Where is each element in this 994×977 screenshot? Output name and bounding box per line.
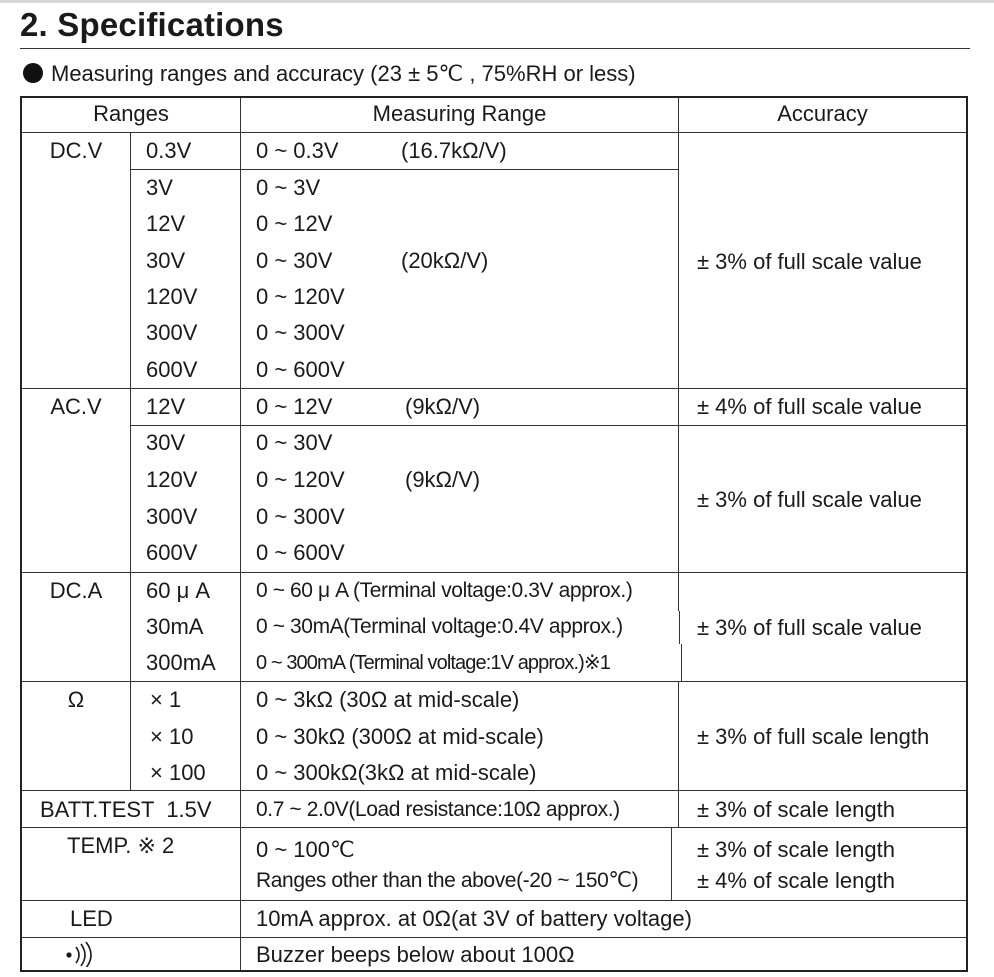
dcv-range: 600V bbox=[146, 357, 198, 382]
ohm-measure: 0 ~ 300kΩ(3kΩ at mid-scale) bbox=[256, 760, 537, 785]
dcv-measure: 0 ~ 12V bbox=[256, 211, 333, 236]
acv-measure: 0 ~ 12V bbox=[256, 394, 333, 419]
dca-range: 60 μ A bbox=[146, 578, 211, 603]
dcv-range: 3V bbox=[146, 175, 173, 200]
acv-range: 12V bbox=[146, 394, 186, 419]
temp-measure-1: 0 ~ 100℃ bbox=[256, 837, 355, 862]
dcv-measure: 0 ~ 120V bbox=[256, 284, 345, 309]
buzzer-icon bbox=[64, 941, 98, 967]
header-measuring-range: Measuring Range bbox=[372, 101, 547, 126]
dcv-note: (20kΩ/V) bbox=[401, 248, 489, 273]
accuracy-dca: ± 3% of full scale value bbox=[697, 615, 922, 640]
acv-measure: 0 ~ 300V bbox=[256, 504, 345, 529]
subtitle-text: Measuring ranges and accuracy (23 ± 5℃ , 75%RH or less) bbox=[51, 61, 636, 86]
ohm-range: × 10 bbox=[150, 724, 194, 749]
rule-batt-end bbox=[22, 827, 966, 828]
dcv-measure: 0 ~ 3V bbox=[256, 175, 321, 200]
accuracy-ohm: ± 3% of full scale length bbox=[697, 724, 930, 749]
acv-note: (9kΩ/V) bbox=[405, 394, 481, 419]
ohm-range: × 100 bbox=[150, 760, 206, 785]
group-ohm: Ω bbox=[67, 687, 85, 712]
dcv-measure: 0 ~ 30V bbox=[256, 248, 333, 273]
rule-led-end bbox=[22, 937, 966, 938]
acv-measure: 0 ~ 30V bbox=[256, 430, 333, 455]
accuracy-batt: ± 3% of scale length bbox=[697, 797, 895, 822]
dcv-range: 120V bbox=[146, 284, 198, 309]
rule-temp-end bbox=[22, 900, 966, 901]
rule-dcv-first bbox=[130, 169, 678, 170]
rule-acv-first bbox=[130, 425, 966, 426]
accuracy-acv-rest: ± 3% of full scale value bbox=[697, 487, 922, 512]
title-divider bbox=[20, 48, 970, 49]
acv-range: 120V bbox=[146, 467, 198, 492]
col-sub-divider-a bbox=[130, 133, 131, 681]
dcv-range: 0.3V bbox=[146, 138, 192, 163]
group-acv: AC.V bbox=[50, 394, 102, 419]
accuracy-temp-2: ± 4% of scale length bbox=[697, 868, 895, 893]
group-batt: BATT.TEST 1.5V bbox=[40, 797, 212, 822]
rule-acv-end bbox=[22, 572, 966, 573]
batt-measure: 0.7 ~ 2.0V(Load resistance:10Ω approx.) bbox=[256, 798, 620, 821]
col-sub-divider-b bbox=[130, 682, 131, 790]
ohm-range: × 1 bbox=[150, 687, 182, 712]
dcv-range: 300V bbox=[146, 320, 198, 345]
dcv-measure: 0 ~ 0.3V bbox=[256, 138, 339, 163]
header-accuracy: Accuracy bbox=[777, 101, 868, 126]
section-subtitle bbox=[23, 59, 636, 89]
dca-range: 30mA bbox=[146, 614, 204, 639]
rule-dca-end bbox=[22, 681, 966, 682]
rule-header bbox=[22, 132, 966, 133]
col-accuracy-divider-d bbox=[681, 644, 682, 681]
col-accuracy-divider-f bbox=[671, 828, 672, 900]
top-border bbox=[0, 0, 994, 3]
col-accuracy-divider-b bbox=[678, 573, 679, 611]
col-accuracy-divider-e bbox=[678, 682, 679, 827]
specifications-table bbox=[20, 96, 968, 972]
dcv-measure: 0 ~ 600V bbox=[256, 357, 345, 382]
acv-range: 30V bbox=[146, 430, 186, 455]
accuracy-temp-1: ± 3% of scale length bbox=[697, 837, 895, 862]
led-measure: 10mA approx. at 0Ω(at 3V of battery voltage) bbox=[256, 906, 692, 931]
col-accuracy-divider-c bbox=[679, 611, 680, 644]
group-dcv: DC.V bbox=[49, 138, 103, 163]
dcv-note: (16.7kΩ/V) bbox=[401, 138, 507, 163]
ohm-measure: 0 ~ 3kΩ (30Ω at mid-scale) bbox=[256, 687, 520, 712]
section-title: 2. Specifications bbox=[20, 6, 284, 43]
col-measure-divider bbox=[240, 98, 241, 970]
dcv-range: 30V bbox=[146, 248, 186, 273]
acv-measure: 0 ~ 600V bbox=[256, 540, 345, 565]
accuracy-dcv: ± 3% of full scale value bbox=[697, 249, 922, 274]
accuracy-acv-12: ± 4% of full scale value bbox=[697, 394, 922, 419]
dca-measure: 0 ~ 60 μ A (Terminal voltage:0.3V approx.) bbox=[256, 579, 633, 602]
group-temp: TEMP. ※ 2 bbox=[67, 833, 175, 858]
dcv-measure: 0 ~ 300V bbox=[256, 320, 345, 345]
bullet-icon bbox=[23, 63, 43, 83]
buzzer-measure: Buzzer beeps below about 100Ω bbox=[256, 942, 575, 967]
acv-range: 600V bbox=[146, 540, 198, 565]
acv-range: 300V bbox=[146, 504, 198, 529]
acv-measure: 0 ~ 120V bbox=[256, 467, 345, 492]
dcv-range: 12V bbox=[146, 211, 186, 236]
rule-dcv-end bbox=[22, 388, 966, 389]
col-accuracy-divider-a bbox=[678, 98, 679, 573]
header-ranges: Ranges bbox=[93, 101, 169, 126]
temp-measure-2: Ranges other than the above(-20 ~ 150℃) bbox=[256, 869, 639, 892]
acv-note: (9kΩ/V) bbox=[405, 467, 481, 492]
dca-measure: 0 ~ 30mA(Terminal voltage:0.4V approx.) bbox=[256, 615, 623, 638]
ohm-measure: 0 ~ 30kΩ (300Ω at mid-scale) bbox=[256, 724, 544, 749]
group-dca: DC.A bbox=[49, 578, 103, 603]
group-led: LED bbox=[70, 906, 113, 931]
dca-range: 300mA bbox=[146, 650, 216, 675]
dca-measure: 0 ~ 300mA (Terminal voltage:1V approx.)※1 bbox=[256, 652, 610, 674]
rule-ohm-end bbox=[22, 790, 966, 791]
